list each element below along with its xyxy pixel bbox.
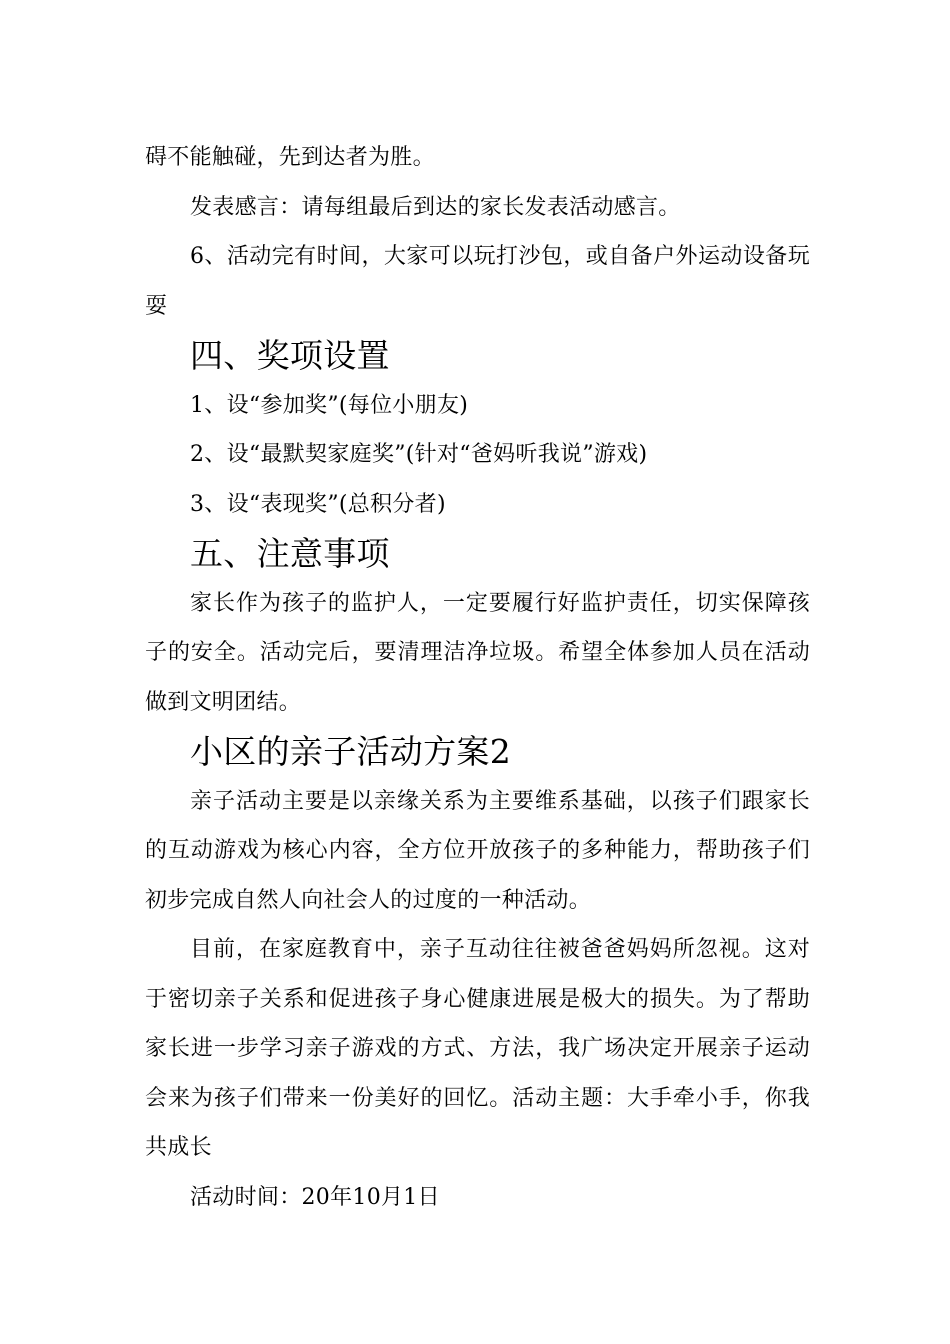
plan-title-2: 小区的亲子活动方案2 (190, 732, 511, 771)
paragraph-intro: 亲子活动主要是以亲缘关系为主要维系基础，以孩子们跟家长的互动游戏为核心内容，全方位开放孩子的多种能力，帮助孩子们初步完成自然人向社会人的过度的一种活动。 (145, 788, 810, 913)
paragraph-activity-time: 活动时间：20年10月1日 (190, 1184, 440, 1210)
paragraph-safety: 家长作为孩子的监护人，一定要履行好监护责任，切实保障孩子的安全。活动完后，要清理洁净垃圾。希望全体参加人员在活动做到文明团结。 (145, 590, 810, 715)
section-heading-notes: 五、注意事项 (190, 534, 390, 573)
award-item-participation: 1、设“参加奖”(每位小朋友) (190, 392, 469, 418)
paragraph-free-time: 6、活动完有时间，大家可以玩打沙包，或自备户外运动设备玩耍 (145, 244, 810, 319)
paragraph-speech: 发表感言：请每组最后到达的家长发表活动感言。 (190, 194, 681, 220)
section-heading-awards: 四、奖项设置 (190, 336, 390, 375)
award-item-performance: 3、设“表现奖”(总积分者) (190, 491, 446, 517)
paragraph-continuation: 碍不能触碰，先到达者为胜。 (145, 145, 435, 170)
document-body (145, 133, 810, 1222)
award-item-family: 2、设“最默契家庭奖”(针对“爸妈听我说”游戏) (190, 442, 648, 467)
paragraph-background: 目前，在家庭教育中，亲子互动往往被爸爸妈妈所忽视。这对于密切亲子关系和促进孩子身心健康进展是极大的损失。为了帮助家长进一步学习亲子游戏的方式、方法，我广场决定开展亲子运动会来为孩子们带来一份美好的回忆。活动主题：大手牵小手，你我共成长 (145, 937, 810, 1160)
